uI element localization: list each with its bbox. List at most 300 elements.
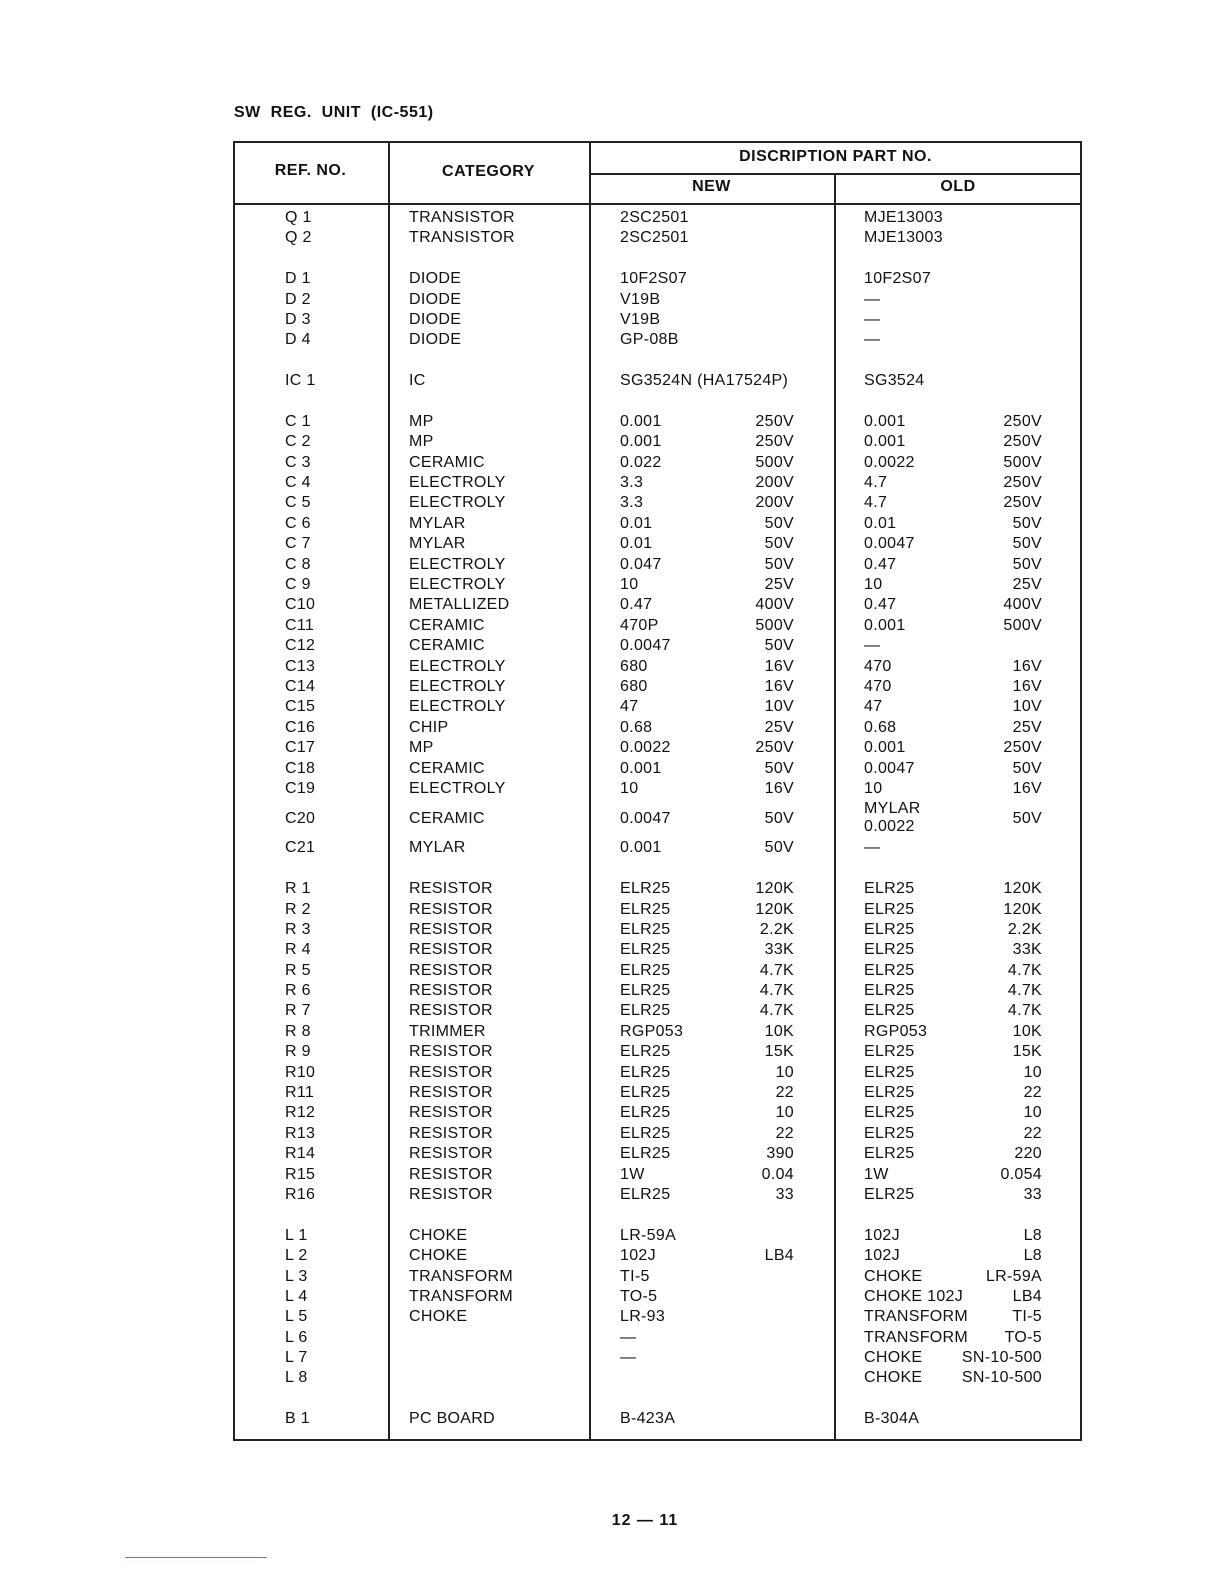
header-new: NEW bbox=[692, 178, 731, 195]
header-subdivider bbox=[589, 173, 1082, 175]
ref-no-cell: IC 1 bbox=[285, 372, 316, 390]
old-part-cell: 0.68 bbox=[864, 718, 897, 736]
old-part-cell: 4.7 bbox=[864, 474, 888, 492]
old-part-cell: SG3524 bbox=[864, 372, 925, 390]
table-row bbox=[233, 371, 1082, 391]
category-cell: RESISTOR bbox=[409, 1185, 493, 1203]
ref-no-cell: R 5 bbox=[285, 961, 311, 979]
category-cell: RESISTOR bbox=[409, 1002, 493, 1020]
ref-no-cell: L 4 bbox=[285, 1287, 308, 1305]
ref-no-cell: C 6 bbox=[285, 514, 311, 532]
new-part-cell: ELR25 bbox=[620, 1124, 671, 1142]
new-part-cell: 47 bbox=[620, 698, 639, 716]
category-cell: RESISTOR bbox=[409, 941, 493, 959]
old-part-cell: CHOKE bbox=[864, 1349, 923, 1367]
table-row bbox=[233, 1287, 1082, 1307]
category-cell: CERAMIC bbox=[409, 453, 485, 471]
table-row bbox=[233, 1124, 1082, 1144]
old-spec-cell: LR-59A bbox=[985, 1267, 1042, 1285]
old-part-cell: ELR25 bbox=[864, 982, 915, 1000]
ref-no-cell: R 2 bbox=[285, 900, 311, 918]
ref-no-cell: D 3 bbox=[285, 310, 311, 328]
table-row bbox=[233, 1144, 1082, 1164]
ref-no-cell: C 9 bbox=[285, 576, 311, 594]
new-spec-cell: 500V bbox=[755, 616, 794, 634]
old-part-cell: ELR25 bbox=[864, 1063, 915, 1081]
ref-no-cell: C12 bbox=[285, 637, 316, 655]
table-row bbox=[233, 1226, 1082, 1246]
new-spec-cell: 50V bbox=[764, 637, 794, 655]
new-spec-cell: 50V bbox=[764, 810, 794, 828]
new-part-cell: ELR25 bbox=[620, 941, 671, 959]
new-part-cell: 10 bbox=[620, 576, 639, 594]
new-spec-cell: 50V bbox=[764, 514, 794, 532]
row-spacer bbox=[233, 1205, 1082, 1225]
table-row bbox=[233, 534, 1082, 554]
category-cell: CHOKE bbox=[409, 1308, 468, 1326]
old-spec-cell: TO-5 bbox=[1004, 1328, 1042, 1346]
new-part-cell: 2SC2501 bbox=[620, 209, 689, 226]
old-spec-cell: 22 bbox=[1023, 1124, 1042, 1142]
old-spec-cell: 120K bbox=[1003, 900, 1042, 918]
new-spec-cell: 10 bbox=[775, 1063, 794, 1081]
table-row bbox=[233, 718, 1082, 738]
category-cell: CERAMIC bbox=[409, 637, 485, 655]
new-part-cell: 102J bbox=[620, 1247, 656, 1265]
new-part-cell: 0.47 bbox=[620, 596, 653, 614]
page-title: SW REG. UNIT (IC-551) bbox=[234, 104, 434, 121]
old-part-cell: ELR25 bbox=[864, 1104, 915, 1122]
category-cell: ELECTROLY bbox=[409, 494, 506, 512]
new-spec-cell: 4.7K bbox=[759, 1002, 794, 1020]
old-part-cell: 0.47 bbox=[864, 555, 897, 573]
table-row bbox=[233, 1368, 1082, 1388]
new-part-cell: ELR25 bbox=[620, 1185, 671, 1203]
new-spec-cell: 22 bbox=[775, 1124, 794, 1142]
category-cell: CHOKE bbox=[409, 1226, 468, 1244]
ref-no-cell: L 2 bbox=[285, 1247, 308, 1265]
new-spec-cell: 50V bbox=[764, 839, 794, 857]
ref-no-cell: L 7 bbox=[285, 1349, 308, 1367]
old-spec-cell: 120K bbox=[1003, 880, 1042, 898]
category-cell: MP bbox=[409, 739, 434, 757]
category-cell: RESISTOR bbox=[409, 1084, 493, 1102]
old-spec-cell: 4.7K bbox=[1007, 982, 1042, 1000]
old-spec-cell: 250V bbox=[1003, 412, 1042, 430]
new-spec-cell: 22 bbox=[775, 1084, 794, 1102]
category-cell: MYLAR bbox=[409, 535, 466, 553]
old-spec-cell: 10V bbox=[1012, 698, 1042, 716]
new-part-cell: 0.001 bbox=[620, 412, 662, 430]
category-cell: ELECTROLY bbox=[409, 474, 506, 492]
old-part-cell: — bbox=[864, 637, 881, 655]
new-part-cell: ELR25 bbox=[620, 1145, 671, 1163]
new-part-cell: 0.01 bbox=[620, 535, 653, 553]
ref-no-cell: R 7 bbox=[285, 1002, 311, 1020]
header-bottom-line bbox=[233, 203, 1082, 205]
category-cell: IC bbox=[409, 372, 426, 390]
old-part-cell: ELR25 bbox=[864, 920, 915, 938]
ref-no-cell: R 9 bbox=[285, 1043, 311, 1061]
table-border-bottom bbox=[233, 1439, 1082, 1441]
ref-no-cell: R 8 bbox=[285, 1022, 311, 1040]
new-part-cell: ELR25 bbox=[620, 900, 671, 918]
new-part-cell: ELR25 bbox=[620, 961, 671, 979]
new-spec-cell: 25V bbox=[764, 576, 794, 594]
ref-no-cell: D 1 bbox=[285, 270, 311, 288]
new-spec-cell: LB4 bbox=[764, 1247, 794, 1265]
old-part-cell: 0.0047 bbox=[864, 759, 915, 777]
category-cell: RESISTOR bbox=[409, 880, 493, 898]
row-spacer bbox=[233, 859, 1082, 879]
old-part-cell: 0.001 bbox=[864, 433, 906, 451]
old-spec-cell: 0.054 bbox=[1000, 1165, 1042, 1183]
category-cell: RESISTOR bbox=[409, 1104, 493, 1122]
old-part-cell: CHOKE bbox=[864, 1369, 923, 1387]
table-row bbox=[233, 1307, 1082, 1327]
category-cell: DIODE bbox=[409, 331, 462, 349]
table-row bbox=[233, 493, 1082, 513]
new-spec-cell: 250V bbox=[755, 412, 794, 430]
old-part-cell: 1W bbox=[864, 1165, 889, 1183]
table-row bbox=[233, 799, 1082, 838]
old-part-cell: — bbox=[864, 310, 881, 328]
new-spec-cell: 200V bbox=[755, 494, 794, 512]
old-spec-cell: L8 bbox=[1023, 1226, 1042, 1244]
ref-no-cell: R 1 bbox=[285, 880, 311, 898]
category-cell: MP bbox=[409, 433, 434, 451]
new-part-cell: — bbox=[620, 1349, 637, 1367]
new-part-cell: LR-59A bbox=[620, 1226, 677, 1244]
old-spec-cell: 250V bbox=[1003, 494, 1042, 512]
category-cell: ELECTROLY bbox=[409, 698, 506, 716]
old-spec-cell: 50V bbox=[1012, 759, 1042, 777]
table-row bbox=[233, 920, 1082, 940]
table-row bbox=[233, 290, 1082, 310]
table-row bbox=[233, 657, 1082, 677]
category-cell: DIODE bbox=[409, 290, 462, 308]
table-row bbox=[233, 1083, 1082, 1103]
old-part-cell: ELR25 bbox=[864, 961, 915, 979]
new-part-cell: 3.3 bbox=[620, 474, 644, 492]
new-spec-cell: 120K bbox=[755, 880, 794, 898]
old-spec-cell: 10K bbox=[1012, 1022, 1042, 1040]
new-part-cell: ELR25 bbox=[620, 1104, 671, 1122]
new-spec-cell: 390 bbox=[766, 1145, 794, 1163]
old-part-cell: 0.0022 bbox=[864, 453, 915, 471]
old-spec-cell: 50V bbox=[1012, 514, 1042, 532]
table-row bbox=[233, 453, 1082, 473]
old-spec-cell: 50V bbox=[1012, 810, 1042, 828]
category-cell: RESISTOR bbox=[409, 1063, 493, 1081]
table-row bbox=[233, 1267, 1082, 1287]
category-cell: ELECTROLY bbox=[409, 677, 506, 695]
old-part-cell: 0.001 bbox=[864, 616, 906, 634]
table-row bbox=[233, 677, 1082, 697]
ref-no-cell: R15 bbox=[285, 1165, 316, 1183]
old-spec-cell: 16V bbox=[1012, 657, 1042, 675]
new-spec-cell: 4.7K bbox=[759, 982, 794, 1000]
new-spec-cell: 33 bbox=[775, 1185, 794, 1203]
table-row bbox=[233, 616, 1082, 636]
new-spec-cell: 10V bbox=[764, 698, 794, 716]
category-cell: DIODE bbox=[409, 310, 462, 328]
category-cell: RESISTOR bbox=[409, 1043, 493, 1061]
new-spec-cell: 120K bbox=[755, 900, 794, 918]
old-part-cell: — bbox=[864, 331, 881, 349]
category-cell: RESISTOR bbox=[409, 900, 493, 918]
table-row bbox=[233, 1409, 1082, 1429]
table-row bbox=[233, 1348, 1082, 1368]
new-part-cell: 0.68 bbox=[620, 718, 653, 736]
new-spec-cell: 33K bbox=[764, 941, 794, 959]
new-spec-cell: 50V bbox=[764, 535, 794, 553]
new-part-cell: 3.3 bbox=[620, 494, 644, 512]
ref-no-cell: C 4 bbox=[285, 474, 311, 492]
old-spec-cell: 500V bbox=[1003, 616, 1042, 634]
table-row bbox=[233, 595, 1082, 615]
parts-table bbox=[233, 141, 1082, 1441]
table-row bbox=[233, 330, 1082, 350]
new-part-cell: GP-08B bbox=[620, 331, 679, 349]
table-row bbox=[233, 310, 1082, 330]
new-part-cell: 0.001 bbox=[620, 839, 662, 857]
table-row bbox=[233, 981, 1082, 1001]
ref-no-cell: R14 bbox=[285, 1145, 316, 1163]
footer-rule bbox=[125, 1557, 267, 1558]
category-cell: RESISTOR bbox=[409, 1165, 493, 1183]
new-part-cell: 680 bbox=[620, 657, 648, 675]
old-part-cell: ELR25 bbox=[864, 1043, 915, 1061]
old-part-cell: ELR25 bbox=[864, 1185, 915, 1203]
category-cell: CERAMIC bbox=[409, 616, 485, 634]
old-part-cell: 10 bbox=[864, 779, 883, 797]
category-cell: CERAMIC bbox=[409, 759, 485, 777]
old-spec-cell: 10 bbox=[1023, 1104, 1042, 1122]
new-spec-cell: 500V bbox=[755, 453, 794, 471]
table-row bbox=[233, 412, 1082, 432]
category-cell: TRANSFORM bbox=[409, 1287, 514, 1305]
ref-no-cell: C17 bbox=[285, 739, 316, 757]
category-cell: DIODE bbox=[409, 270, 462, 288]
old-part-cell: MYLAR 0.0022 bbox=[864, 800, 921, 836]
ref-no-cell: C18 bbox=[285, 759, 316, 777]
table-row bbox=[233, 1185, 1082, 1205]
old-spec-cell: 22 bbox=[1023, 1084, 1042, 1102]
ref-no-cell: C11 bbox=[285, 616, 315, 634]
new-spec-cell: 50V bbox=[764, 759, 794, 777]
new-spec-cell: 0.04 bbox=[761, 1165, 794, 1183]
old-spec-cell: 10 bbox=[1023, 1063, 1042, 1081]
ref-no-cell: L 6 bbox=[285, 1328, 308, 1346]
table-row bbox=[233, 759, 1082, 779]
old-spec-cell: 16V bbox=[1012, 677, 1042, 695]
table-row bbox=[233, 879, 1082, 899]
old-part-cell: ELR25 bbox=[864, 941, 915, 959]
new-spec-cell: 250V bbox=[755, 433, 794, 451]
table-row bbox=[233, 1165, 1082, 1185]
table-row bbox=[233, 1063, 1082, 1083]
ref-no-cell: L 8 bbox=[285, 1369, 308, 1387]
new-part-cell: ELR25 bbox=[620, 1002, 671, 1020]
old-part-cell: 0.0047 bbox=[864, 535, 915, 553]
new-part-cell: ELR25 bbox=[620, 1043, 671, 1061]
ref-no-cell: Q 1 bbox=[285, 209, 312, 226]
old-part-cell: ELR25 bbox=[864, 1084, 915, 1102]
new-part-cell: LR-93 bbox=[620, 1308, 666, 1326]
table-row bbox=[233, 900, 1082, 920]
ref-no-cell: Q 2 bbox=[285, 229, 312, 247]
old-spec-cell: 250V bbox=[1003, 433, 1042, 451]
old-spec-cell: 500V bbox=[1003, 453, 1042, 471]
old-part-cell: 10F2S07 bbox=[864, 270, 932, 288]
new-part-cell: 0.001 bbox=[620, 433, 662, 451]
ref-no-cell: D 4 bbox=[285, 331, 311, 349]
ref-no-cell: R 6 bbox=[285, 982, 311, 1000]
table-row bbox=[233, 269, 1082, 289]
old-part-cell: 4.7 bbox=[864, 494, 888, 512]
old-part-cell: MJE13003 bbox=[864, 229, 943, 247]
table-row bbox=[233, 697, 1082, 717]
category-cell: TRANSISTOR bbox=[409, 229, 515, 247]
old-spec-cell: SN-10-500 bbox=[961, 1369, 1042, 1387]
table-row bbox=[233, 636, 1082, 656]
old-spec-cell: 25V bbox=[1012, 718, 1042, 736]
table-row bbox=[233, 1042, 1082, 1062]
new-part-cell: V19B bbox=[620, 290, 661, 308]
new-part-cell: 470P bbox=[620, 616, 659, 634]
category-cell: PC BOARD bbox=[409, 1410, 495, 1428]
new-part-cell: B-423A bbox=[620, 1410, 676, 1428]
ref-no-cell: C21 bbox=[285, 839, 316, 857]
category-cell: MYLAR bbox=[409, 839, 466, 857]
new-spec-cell: 10 bbox=[775, 1104, 794, 1122]
table-row bbox=[233, 961, 1082, 981]
category-cell: ELECTROLY bbox=[409, 657, 506, 675]
old-part-cell: — bbox=[864, 839, 881, 857]
header-category: CATEGORY bbox=[442, 163, 535, 180]
table-row bbox=[233, 838, 1082, 858]
ref-no-cell: C19 bbox=[285, 779, 316, 797]
old-part-cell: TRANSFORM bbox=[864, 1308, 969, 1326]
new-part-cell: 0.001 bbox=[620, 759, 662, 777]
ref-no-cell: R 3 bbox=[285, 920, 311, 938]
ref-no-cell: C20 bbox=[285, 810, 316, 828]
table-body bbox=[233, 208, 1082, 1430]
new-part-cell: TI-5 bbox=[620, 1267, 650, 1285]
old-part-cell: ELR25 bbox=[864, 900, 915, 918]
table-row bbox=[233, 208, 1082, 228]
header-description-part-no: DISCRIPTION PART NO. bbox=[739, 148, 932, 165]
table-row bbox=[233, 555, 1082, 575]
new-part-cell: 1W bbox=[620, 1165, 645, 1183]
old-part-cell: RGP053 bbox=[864, 1022, 928, 1040]
new-part-cell: 10 bbox=[620, 779, 639, 797]
table-row bbox=[233, 1001, 1082, 1021]
new-spec-cell: 16V bbox=[764, 677, 794, 695]
new-part-cell: 0.0022 bbox=[620, 739, 671, 757]
row-spacer bbox=[233, 351, 1082, 371]
ref-no-cell: R13 bbox=[285, 1124, 316, 1142]
new-part-cell: ELR25 bbox=[620, 880, 671, 898]
new-spec-cell: 400V bbox=[755, 596, 794, 614]
ref-no-cell: R 4 bbox=[285, 941, 311, 959]
ref-no-cell: R11 bbox=[285, 1084, 315, 1102]
ref-no-cell: C 5 bbox=[285, 494, 311, 512]
category-cell: MP bbox=[409, 412, 434, 430]
old-part-cell: MJE13003 bbox=[864, 209, 943, 226]
new-part-cell: 680 bbox=[620, 677, 648, 695]
category-cell: CHIP bbox=[409, 718, 449, 736]
table-row bbox=[233, 1328, 1082, 1348]
ref-no-cell: C 8 bbox=[285, 555, 311, 573]
old-part-cell: CHOKE 102J bbox=[864, 1287, 964, 1305]
ref-no-cell: D 2 bbox=[285, 290, 311, 308]
category-cell: CERAMIC bbox=[409, 810, 485, 828]
old-spec-cell: 33K bbox=[1012, 941, 1042, 959]
new-part-cell: ELR25 bbox=[620, 1063, 671, 1081]
ref-no-cell: C13 bbox=[285, 657, 316, 675]
table-row bbox=[233, 738, 1082, 758]
table-row bbox=[233, 1103, 1082, 1123]
old-spec-cell: 16V bbox=[1012, 779, 1042, 797]
category-cell: RESISTOR bbox=[409, 982, 493, 1000]
header-old: OLD bbox=[940, 178, 976, 195]
new-spec-cell: 250V bbox=[755, 739, 794, 757]
old-spec-cell: 25V bbox=[1012, 576, 1042, 594]
new-part-cell: V19B bbox=[620, 310, 661, 328]
new-part-cell: 0.0047 bbox=[620, 637, 671, 655]
table-row bbox=[233, 473, 1082, 493]
new-part-cell: 0.047 bbox=[620, 555, 662, 573]
ref-no-cell: C 7 bbox=[285, 535, 311, 553]
old-part-cell: 102J bbox=[864, 1226, 900, 1244]
old-spec-cell: 250V bbox=[1003, 739, 1042, 757]
old-spec-cell: TI-5 bbox=[1012, 1308, 1042, 1326]
ref-no-cell: R16 bbox=[285, 1185, 316, 1203]
ref-no-cell: L 1 bbox=[285, 1226, 308, 1244]
new-part-cell: ELR25 bbox=[620, 920, 671, 938]
new-spec-cell: 200V bbox=[755, 474, 794, 492]
old-part-cell: 102J bbox=[864, 1247, 900, 1265]
old-spec-cell: 4.7K bbox=[1007, 961, 1042, 979]
old-spec-cell: 50V bbox=[1012, 555, 1042, 573]
new-spec-cell: 16V bbox=[764, 657, 794, 675]
category-cell: TRANSISTOR bbox=[409, 209, 515, 226]
new-part-cell: 2SC2501 bbox=[620, 229, 689, 247]
category-cell: METALLIZED bbox=[409, 596, 510, 614]
new-part-cell: SG3524N (HA17524P) bbox=[620, 372, 789, 390]
category-cell: RESISTOR bbox=[409, 1124, 493, 1142]
old-spec-cell: SN-10-500 bbox=[961, 1349, 1042, 1367]
category-cell: ELECTROLY bbox=[409, 779, 506, 797]
old-part-cell: ELR25 bbox=[864, 1145, 915, 1163]
ref-no-cell: C 3 bbox=[285, 453, 311, 471]
page-number: 12 — 11 bbox=[611, 1512, 679, 1529]
category-cell: MYLAR bbox=[409, 514, 466, 532]
old-part-cell: 0.001 bbox=[864, 739, 906, 757]
old-part-cell: 470 bbox=[864, 677, 892, 695]
table-row bbox=[233, 940, 1082, 960]
old-part-cell: ELR25 bbox=[864, 1002, 915, 1020]
row-spacer bbox=[233, 392, 1082, 412]
new-part-cell: 10F2S07 bbox=[620, 270, 688, 288]
old-spec-cell: 33 bbox=[1023, 1185, 1042, 1203]
new-spec-cell: 16V bbox=[764, 779, 794, 797]
ref-no-cell: R12 bbox=[285, 1104, 316, 1122]
old-spec-cell: 220 bbox=[1014, 1145, 1042, 1163]
new-part-cell: 0.01 bbox=[620, 514, 653, 532]
